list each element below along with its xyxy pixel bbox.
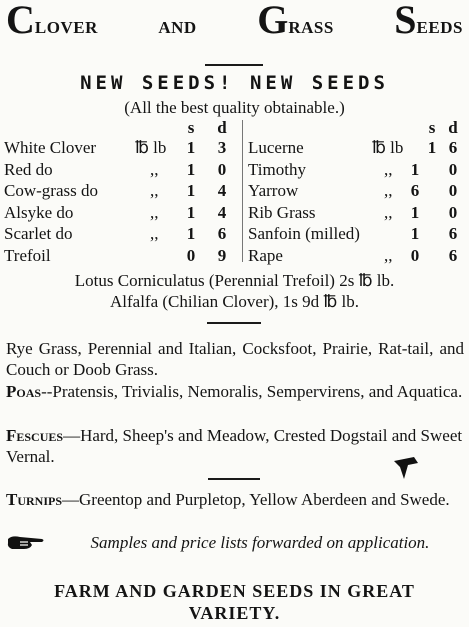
masthead (0, 0, 469, 60)
footer-line-2: VARIETY. (188, 603, 281, 623)
samples-note: Samples and price lists forwarded on application. (90, 533, 430, 552)
price-row: White Clover ℔ lb 1 3 (4, 138, 227, 157)
price-row: Cow-grass do ,, 1 4 (4, 181, 227, 200)
price-table-left (4, 118, 240, 267)
price-header (4, 118, 240, 138)
pointing-hand-icon (6, 533, 46, 553)
col-d: d (448, 118, 458, 137)
price-header (248, 118, 466, 138)
rye-grass-paragraph: Rye Grass, Perennial and Italian, Cocksfoot, Prairie, Rat-tail, and Couch or Doob Grass. (6, 339, 464, 379)
price-row: Trefoil 0 9 (4, 245, 227, 265)
rule-lower (208, 478, 260, 480)
column-divider (242, 120, 243, 262)
masthead-and: AND (158, 18, 197, 37)
price-row: Alsyke do ,, 1 4 (4, 202, 227, 222)
masthead-seeds: SEEDS (394, 0, 463, 42)
price-table-right (248, 118, 466, 267)
headline: NEW SEEDS! NEW SEEDS (80, 72, 389, 94)
rule-middle (207, 322, 261, 324)
price-row: Lucerne ℔ lb 1 6 (248, 138, 458, 157)
poas-paragraph (6, 381, 464, 402)
price-row: Red do ,, 1 0 (4, 159, 227, 179)
col-s: s (187, 118, 195, 137)
price-row: Yarrow ,, 6 0 (248, 181, 458, 200)
price-row: Sanfoin (milled) 1 6 (248, 224, 458, 243)
price-row: Rape ,, 0 6 (248, 245, 458, 265)
masthead-clover: CLOVER (6, 0, 98, 42)
masthead-grass: GRASS (257, 0, 334, 42)
turnips-text: —Greentop and Purpletop, Yellow Aberdeen and Swede. (62, 490, 450, 509)
footer-line-1: FARM AND GARDEN SEEDS IN GREAT (54, 581, 415, 601)
poas-lead: Poas (6, 382, 42, 401)
price-row: Rib Grass ,, 1 0 (248, 202, 458, 222)
arrow-ornament-icon (392, 455, 420, 481)
poas-text: --Pratensis, Trivialis, Nemoralis, Sempervirens, and Aquatica. (41, 382, 463, 401)
turnips-paragraph (6, 489, 464, 510)
subheadline: (All the best quality obtainable.) (124, 98, 345, 117)
fescues-text: —Hard, Sheep's and Meadow, Crested Dogstail and Sweet Vernal. (6, 426, 463, 466)
price-row: Timothy ,, 1 0 (248, 159, 458, 179)
col-d: d (217, 118, 227, 137)
turnips-lead: Turnips (6, 490, 63, 509)
price-row: Scarlet do ,, 1 6 (4, 224, 227, 243)
alfalfa-line: Alfalfa (Chilian Clover), 1s 9d ℔ lb. (109, 292, 360, 311)
rule-top (205, 64, 263, 66)
lotus-line: Lotus Corniculatus (Perennial Trefoil) 2s ℔ lb. (74, 271, 395, 290)
col-s: s (428, 118, 436, 137)
fescues-lead: Fescues (6, 426, 64, 445)
